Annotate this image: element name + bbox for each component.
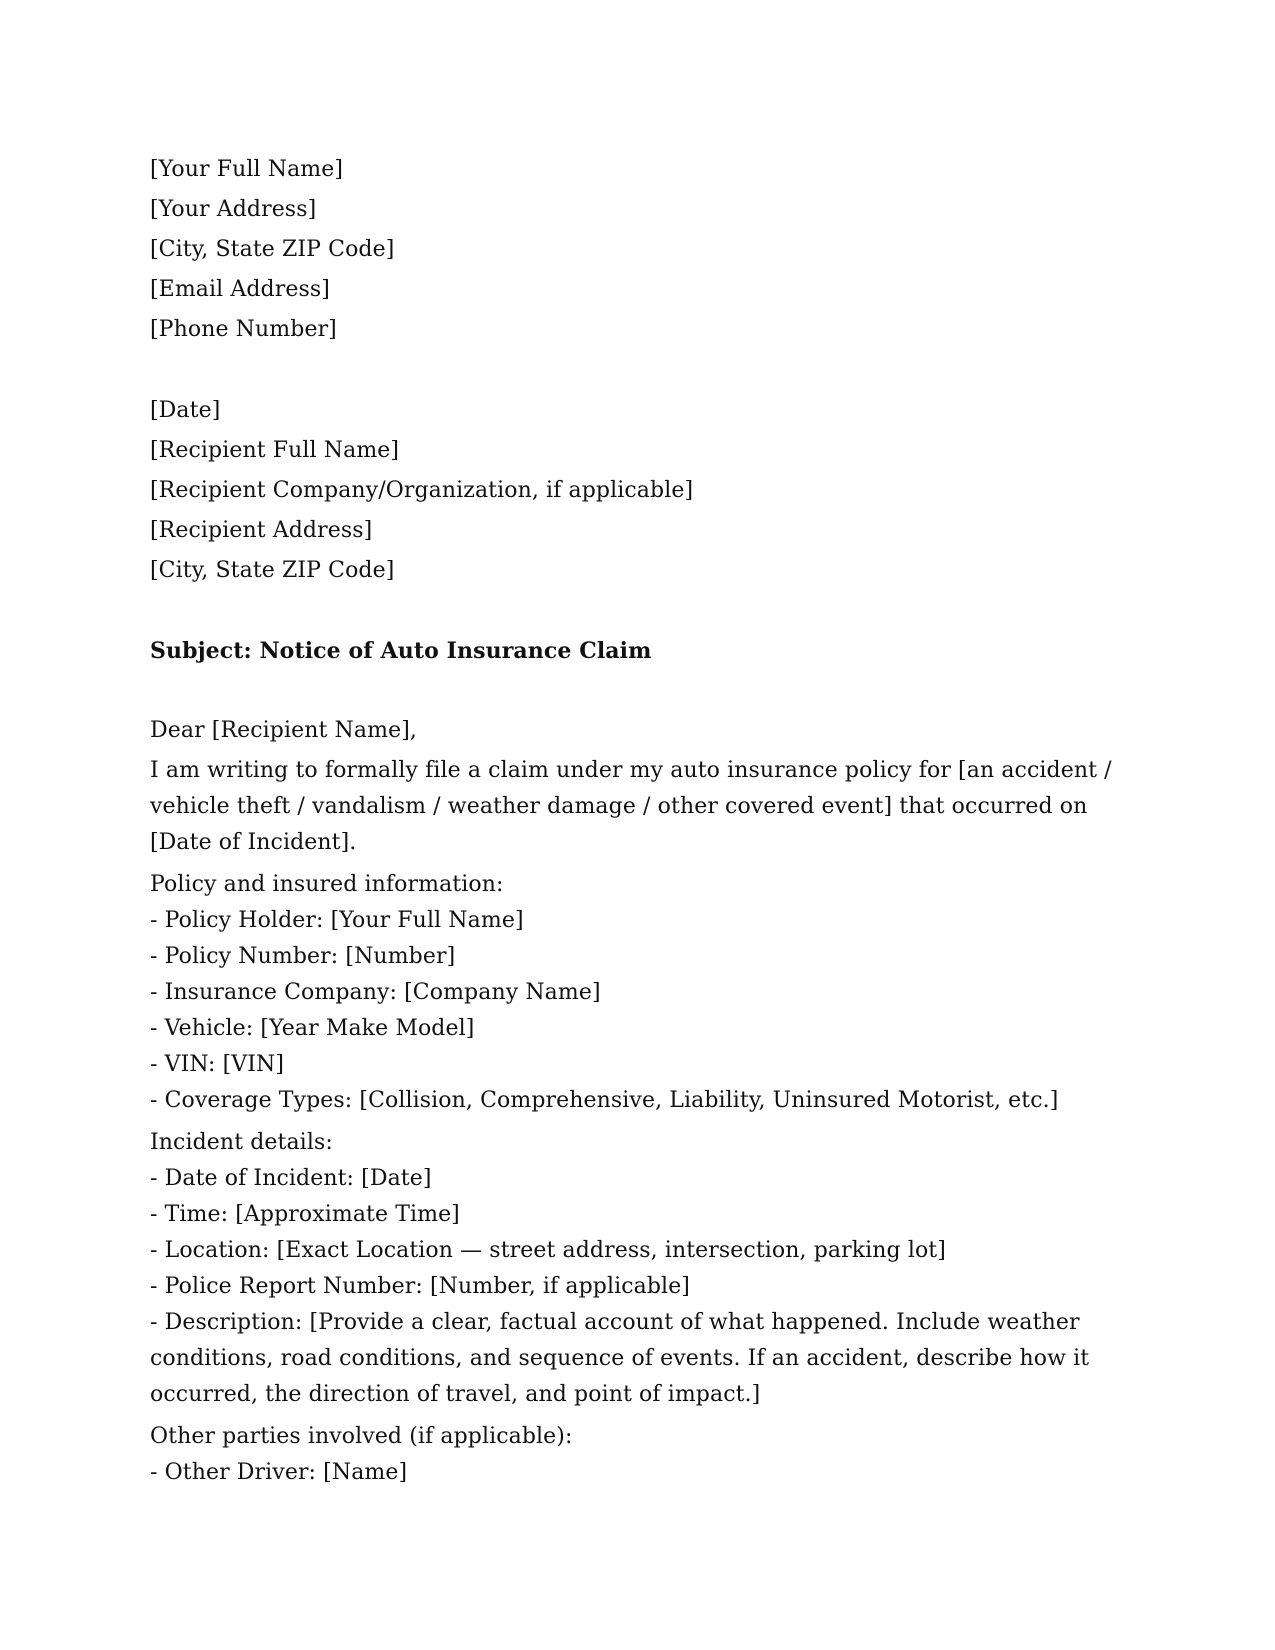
policy-item: - Insurance Company: [Company Name] — [150, 980, 601, 1005]
incident-section-title: Incident details: — [150, 1130, 333, 1155]
letter-date: [Date] — [150, 398, 221, 423]
greeting: Dear [Recipient Name], — [150, 718, 417, 743]
policy-item: - Coverage Types: [Collision, Comprehensive, Liability, Uninsured Motorist, etc.] — [150, 1088, 1059, 1113]
other-parties-section-title: Other parties involved (if applicable): — [150, 1424, 573, 1449]
sender-email: [Email Address] — [150, 277, 330, 302]
sender-block — [150, 150, 1130, 350]
policy-item: - Policy Number: [Number] — [150, 944, 456, 969]
other-parties-list — [150, 1455, 1130, 1491]
sender-address: [Your Address] — [150, 197, 317, 222]
policy-section-title: Policy and insured information: — [150, 872, 504, 897]
policy-item: - VIN: [VIN] — [150, 1052, 285, 1077]
incident-item: - Police Report Number: [Number, if applicable] — [150, 1274, 690, 1299]
other-party-item: - Other Driver: [Name] — [150, 1460, 408, 1485]
recipient-full-name: [Recipient Full Name] — [150, 438, 400, 463]
incident-item: - Location: [Exact Location — street address, intersection, parking lot] — [150, 1238, 946, 1263]
incident-list — [150, 1161, 1130, 1413]
incident-item: - Description: [Provide a clear, factual account of what happened. Include weather conditions, road conditions, and sequence of events. If an accident, describe how it occurred, the direction of travel, and point of impact.] — [150, 1310, 1090, 1407]
recipient-block — [150, 391, 1130, 591]
incident-item: - Date of Incident: [Date] — [150, 1166, 432, 1191]
policy-item: - Vehicle: [Year Make Model] — [150, 1016, 475, 1041]
recipient-city-state-zip: [City, State ZIP Code] — [150, 558, 395, 583]
sender-phone: [Phone Number] — [150, 317, 337, 342]
recipient-address: [Recipient Address] — [150, 518, 373, 543]
sender-full-name: [Your Full Name] — [150, 157, 344, 182]
policy-list — [150, 903, 1130, 1119]
incident-item: - Time: [Approximate Time] — [150, 1202, 460, 1227]
letter-body — [150, 150, 1130, 1491]
subject-line: Subject: Notice of Auto Insurance Claim — [150, 638, 652, 664]
policy-item: - Policy Holder: [Your Full Name] — [150, 908, 524, 933]
sender-city-state-zip: [City, State ZIP Code] — [150, 237, 395, 262]
recipient-company: [Recipient Company/Organization, if applicable] — [150, 478, 694, 503]
intro-paragraph: I am writing to formally file a claim under my auto insurance policy for [an accident / vehicle theft / vandalism / weather damage / other covered event] that occurred on [Date of Incident]. — [150, 758, 1112, 855]
